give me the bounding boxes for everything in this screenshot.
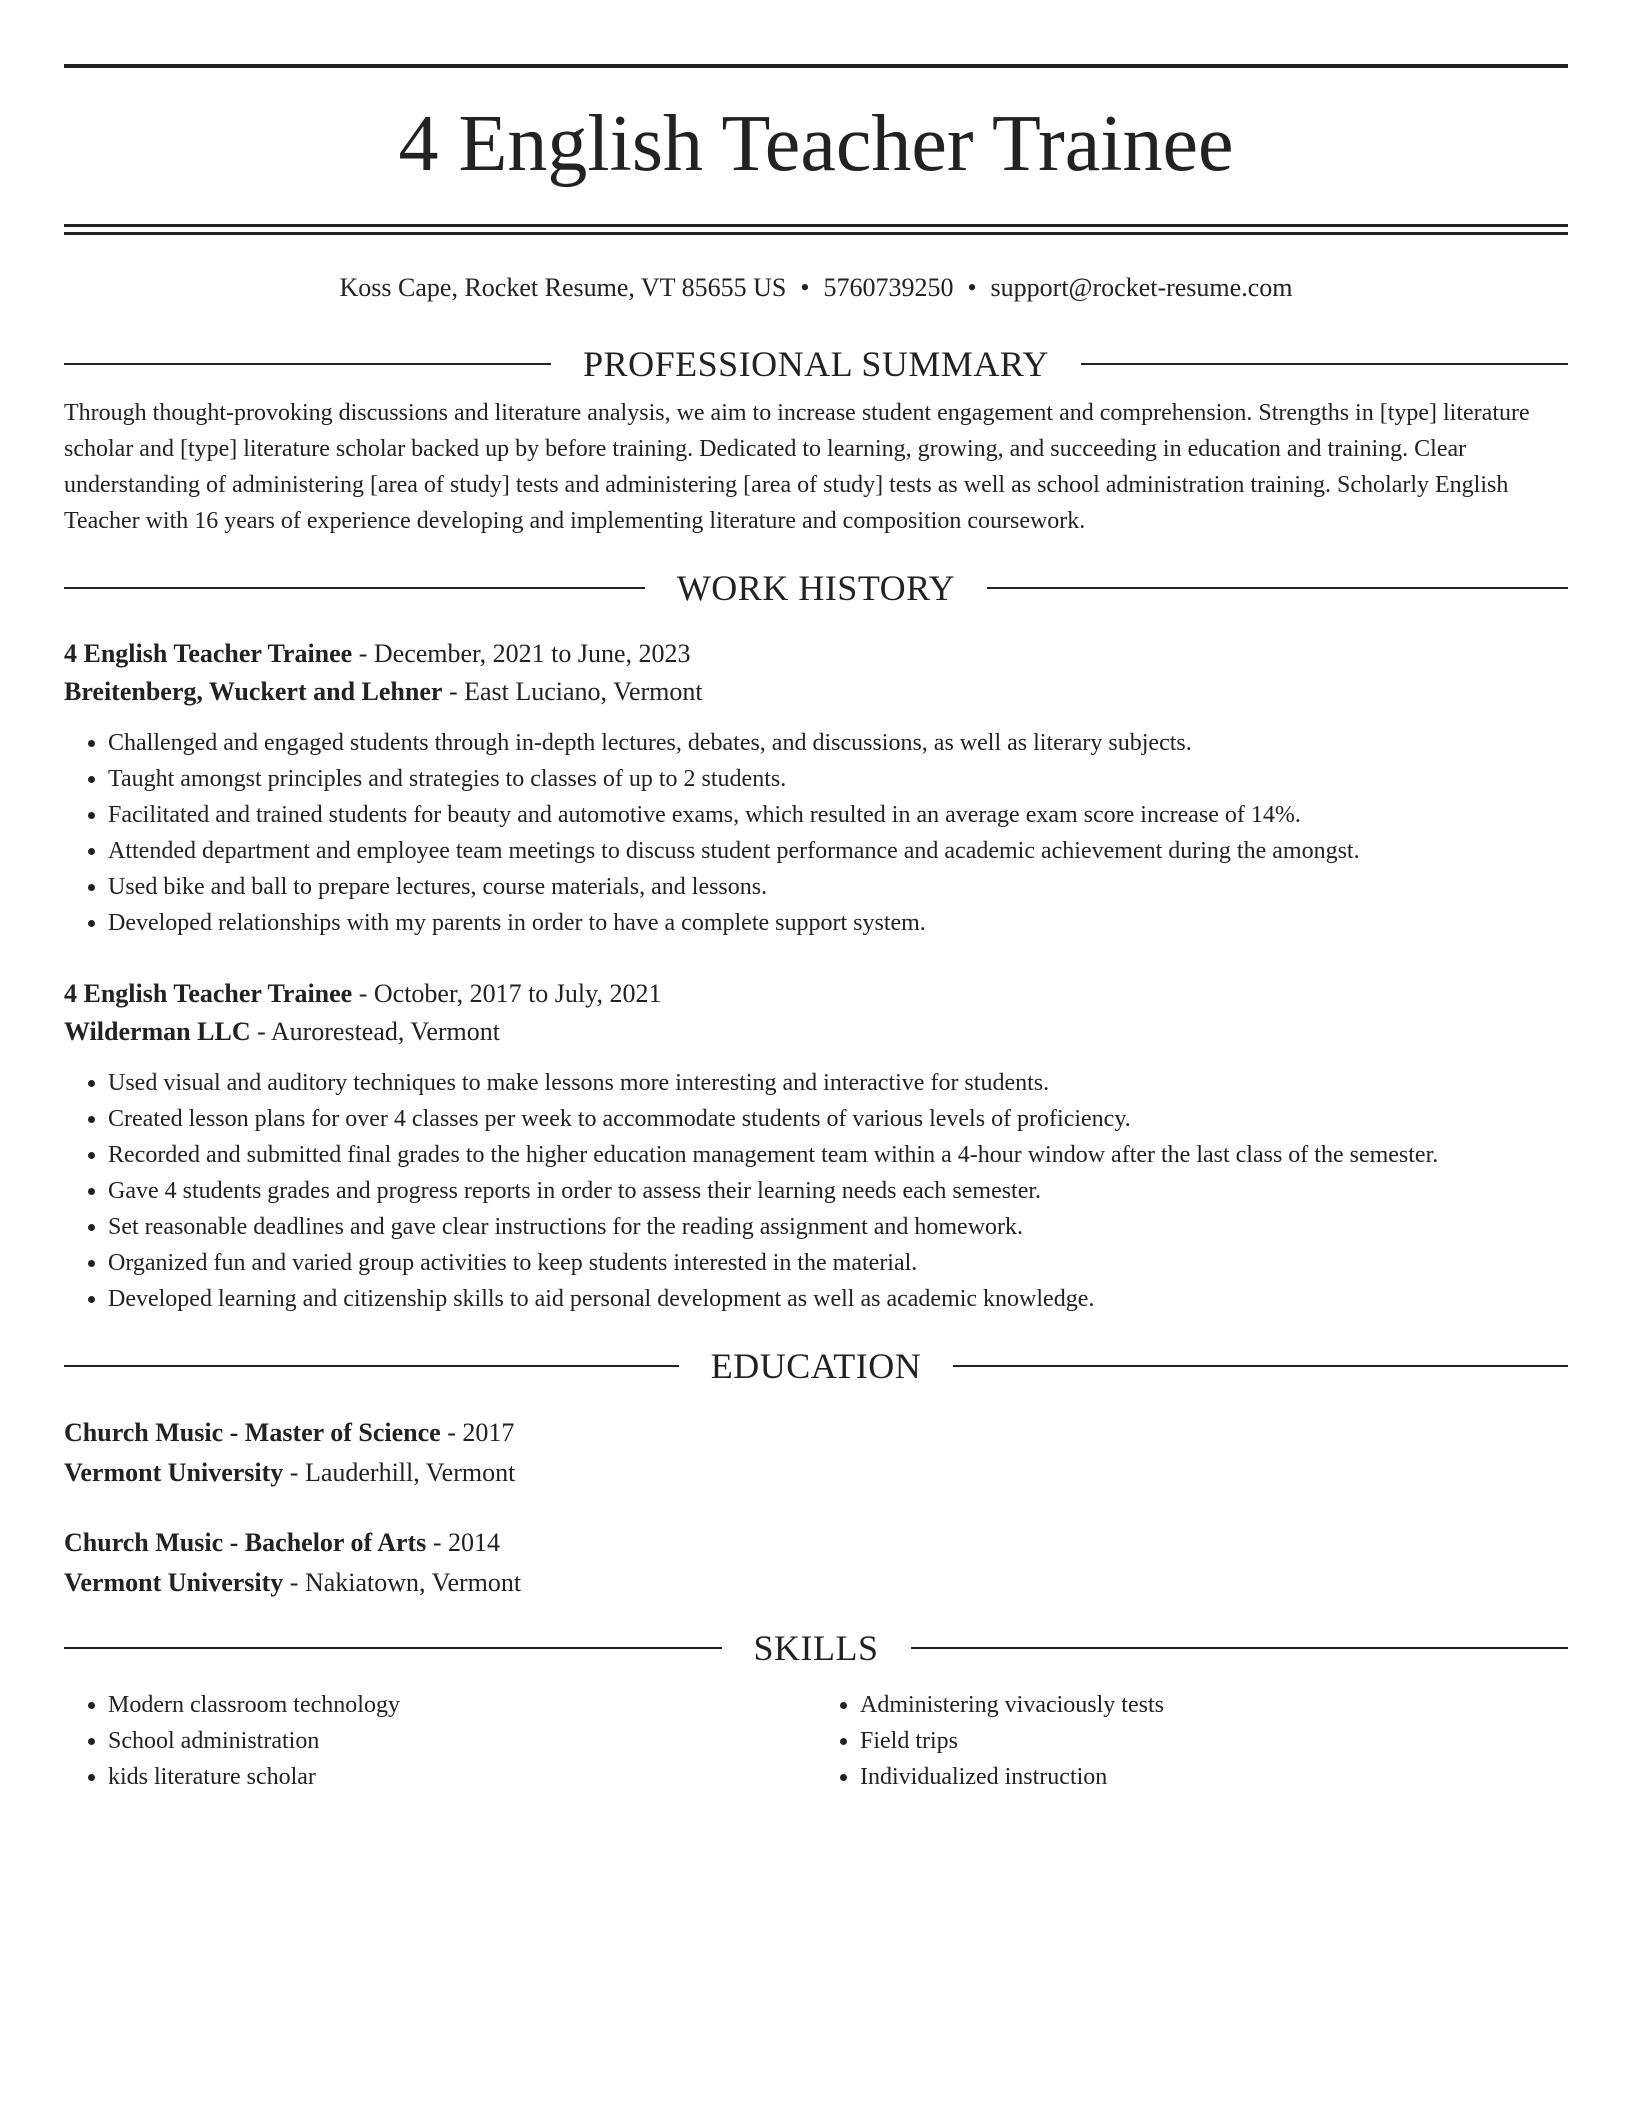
education-school-line [64,1453,1568,1493]
list-item: • Attended department and employee team meetings to discuss student performance and academic achievement during the amongst. [108,833,1568,869]
job-role: 4 English Teacher Trainee [64,639,353,668]
divider-line [911,1647,1569,1649]
contact-email: support@rocket-resume.com [990,273,1293,302]
education-school: Vermont University [64,1458,284,1487]
section-header-summary [64,343,1568,385]
list-item: • Used bike and ball to prepare lectures, course materials, and lessons. [108,869,1568,905]
list-item: • Used visual and auditory techniques to make lessons more interesting and interactive for students. [108,1065,1568,1101]
section-header-education [64,1345,1568,1387]
divider-line [64,1365,679,1367]
education-degree: Church Music - Bachelor of Arts [64,1528,427,1557]
job-company-line [64,1013,1568,1051]
skill-item: • kids literature scholar [108,1759,816,1795]
list-item: • Gave 4 students grades and progress reports in order to assess their learning needs each semester. [108,1173,1568,1209]
job-role: 4 English Teacher Trainee [64,979,353,1008]
education-location: - Nakiatown, Vermont [283,1568,522,1597]
education-entry [64,1523,1568,1603]
section-header-skills [64,1627,1568,1669]
education-school-line [64,1563,1568,1603]
separator-dot: • [800,273,810,302]
list-item: • Recorded and submitted final grades to the higher education management team within a 4-hour window after the last class of the semester. [108,1137,1568,1173]
section-header-work [64,567,1568,609]
job-location: - East Luciano, Vermont [442,677,703,706]
list-item: • Developed relationships with my parents in order to have a complete support system. [108,905,1568,941]
job-entry [64,975,1568,1317]
job-entry [64,635,1568,941]
skill-item: • Field trips [860,1723,1568,1759]
education-degree-line [64,1523,1568,1563]
summary-text: Through thought-provoking discussions and literature analysis, we aim to increase student engagement and comprehension. Strengths in [type] literature scholar and [type] literature scholar backed up by before training. Dedicated to learning, growing, and succeeding in education and training. Clear understanding of administering [area of study] tests and administering [area of study] tests as well as school administration training. Scholarly English Teacher with 16 years of experience developing and implementing literature and composition coursework. [64,400,1530,534]
divider-line [64,363,551,365]
education-degree-line [64,1413,1568,1453]
list-item: • Facilitated and trained students for beauty and automotive exams, which resulted in an average exam score increase of 14%. [108,797,1568,833]
education-location: - Lauderhill, Vermont [283,1458,516,1487]
education-year: - 2014 [426,1528,500,1557]
skills-list-left [64,1687,816,1795]
skill-item: • Individualized instruction [860,1759,1568,1795]
candidate-name: 4 English Teacher Trainee [398,100,1234,188]
skills-columns [64,1687,1568,1795]
divider-line [987,587,1568,589]
job-dates: - October, 2017 to July, 2021 [352,979,662,1008]
skills-list-right [816,1687,1568,1795]
skill-item: • Administering vivaciously tests [860,1687,1568,1723]
job-company: Breitenberg, Wuckert and Lehner [64,677,443,706]
job-bullets [64,725,1568,941]
job-title-line [64,975,1568,1013]
list-item: • Created lesson plans for over 4 classes per week to accommodate students of various levels of proficiency. [108,1101,1568,1137]
contact-address: Koss Cape, Rocket Resume, VT 85655 US [339,273,787,302]
education-year: - 2017 [440,1418,515,1447]
job-dates: - December, 2021 to June, 2023 [352,639,691,668]
job-bullets [64,1065,1568,1317]
divider-line [64,1647,722,1649]
divider-line [64,587,645,589]
job-title-line [64,635,1568,673]
double-rule [64,224,1568,235]
list-item: • Organized fun and varied group activities to keep students interested in the material. [108,1245,1568,1281]
contact-phone: 5760739250 [823,273,954,302]
education-degree: Church Music - Master of Science [64,1418,441,1447]
contact-line [64,271,1568,305]
section-title-work: WORK HISTORY [676,568,956,608]
education-entry [64,1413,1568,1493]
list-item: • Developed learning and citizenship skills to aid personal development as well as academic knowledge. [108,1281,1568,1317]
resume-page [64,64,1568,1795]
education-school: Vermont University [64,1568,284,1597]
section-title-education: EDUCATION [710,1346,922,1386]
list-item: • Set reasonable deadlines and gave clear instructions for the reading assignment and homework. [108,1209,1568,1245]
job-company: Wilderman LLC [64,1017,251,1046]
divider-line [1081,363,1568,365]
job-location: - Aurorestead, Vermont [250,1017,500,1046]
job-company-line [64,673,1568,711]
top-rule [64,64,1568,68]
section-title-skills: SKILLS [753,1628,879,1668]
section-title-summary: PROFESSIONAL SUMMARY [583,344,1049,384]
list-item: • Challenged and engaged students through in-depth lectures, debates, and discussions, as well as literary subjects. [108,725,1568,761]
separator-dot: • [967,273,977,302]
list-item: • Taught amongst principles and strategies to classes of up to 2 students. [108,761,1568,797]
divider-line [953,1365,1568,1367]
skill-item: • School administration [108,1723,816,1759]
skill-item: • Modern classroom technology [108,1687,816,1723]
